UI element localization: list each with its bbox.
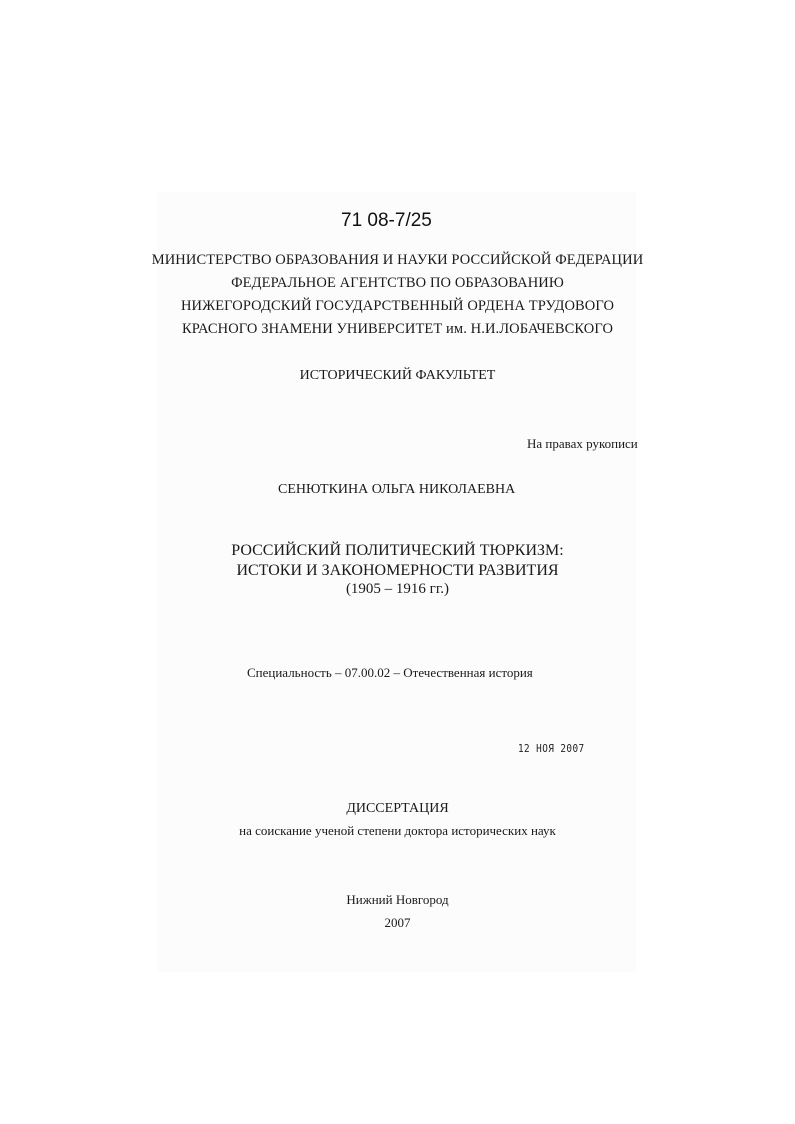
date-stamp: 12 НОЯ 2007 [518, 742, 585, 755]
specialty: Специальность – 07.00.02 – Отечественная история [247, 665, 533, 680]
ministry-line-2: ФЕДЕРАЛЬНОЕ АГЕНТСТВО ПО ОБРАЗОВАНИЮ [231, 275, 564, 291]
ministry-line-3: НИЖЕГОРОДСКИЙ ГОСУДАРСТВЕННЫЙ ОРДЕНА ТРУДОВОГО [180, 298, 615, 314]
title-line-2: ИСТОКИ И ЗАКОНОМЕРНОСТИ РАЗВИТИЯ [236, 562, 559, 579]
manuscript-rights-note: На правах рукописи [527, 436, 638, 451]
title-years: (1905 – 1916 гг.) [345, 581, 450, 597]
city: Нижний Новгород [346, 892, 449, 907]
registration-code: 71 08-7/25 [341, 210, 432, 231]
ministry-line-1: МИНИСТЕРСТВО ОБРАЗОВАНИЯ И НАУКИ РОССИЙСКОЙ ФЕДЕРАЦИИ [151, 252, 644, 268]
author-name: СЕНЮТКИНА ОЛЬГА НИКОЛАЕВНА [278, 482, 516, 497]
year: 2007 [384, 915, 411, 930]
title-line-1: РОССИЙСКИЙ ПОЛИТИЧЕСКИЙ ТЮРКИЗМ: [231, 542, 564, 559]
faculty-name: ИСТОРИЧЕСКИЙ ФАКУЛЬТЕТ [299, 368, 496, 383]
work-type: ДИССЕРТАЦИЯ [346, 801, 449, 816]
ministry-line-4: КРАСНОГО ЗНАМЕНИ УНИВЕРСИТЕТ им. Н.И.ЛОБАЧЕВСКОГО [181, 321, 614, 337]
degree-description: на соискание ученой степени доктора исторических наук [239, 823, 556, 838]
